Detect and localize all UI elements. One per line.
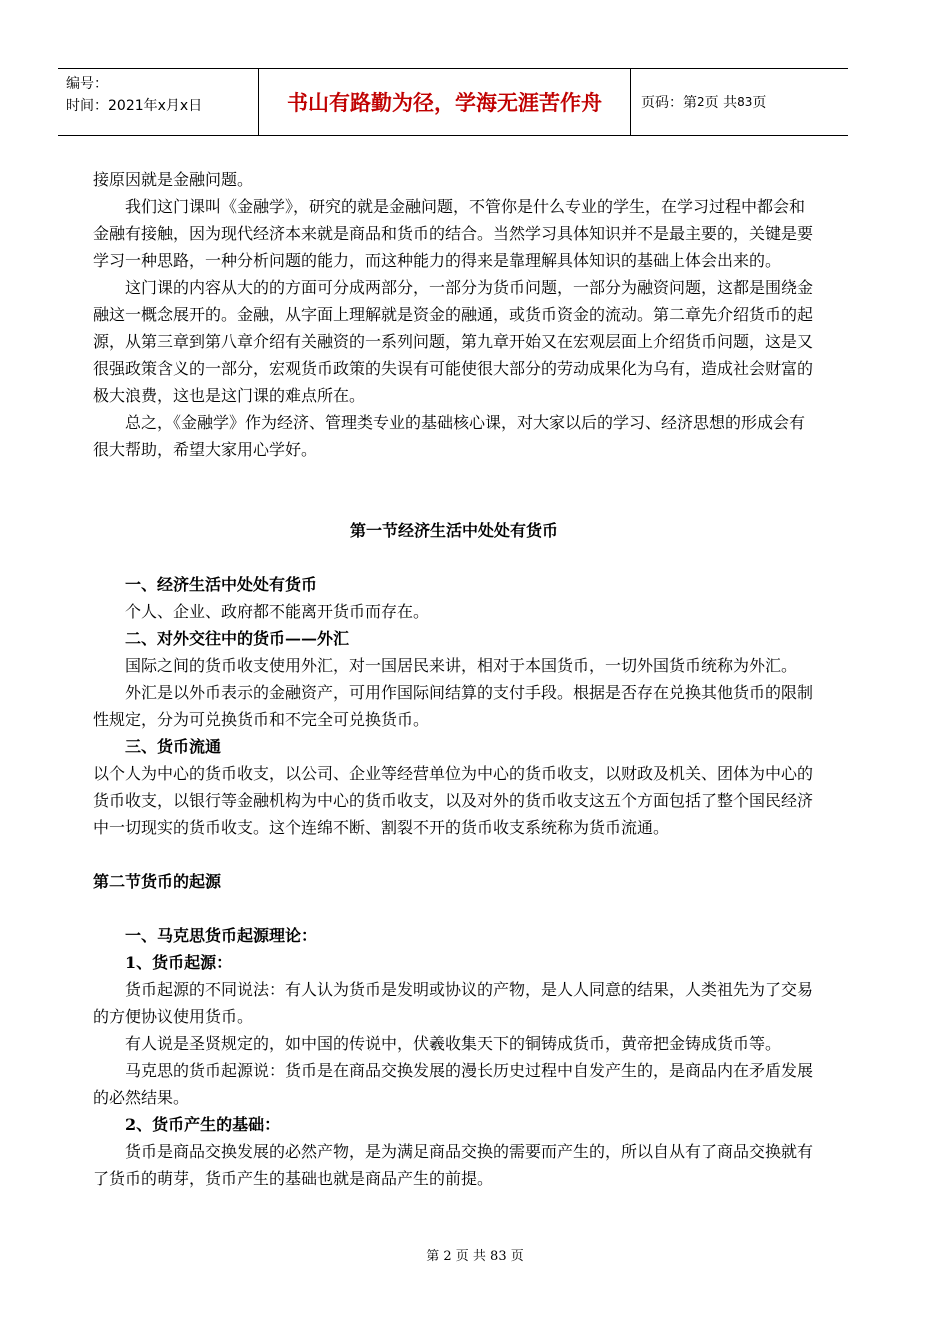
document-number-label: 编号：	[66, 76, 108, 92]
subheading: 三、货币流通	[125, 737, 222, 756]
paragraph: 货币起源的不同说法：有人认为货币是发明或协议的产物，是人人同意的结果，人类祖先为了交易的方便协议使用货币。	[93, 980, 814, 1026]
paragraph: 我们这门课叫《金融学》，研究的就是金融问题，不管你是什么专业的学生，在学习过程中都会和金融有接触，因为现代经济本来就是商品和货币的结合。当然学习具体知识并不是最主要的，关键是要学习一种思路，一种分析问题的能力，而这种能力的得来是靠理解具体知识的基础上体会出来的。	[93, 197, 814, 270]
subheading: 一、经济生活中处处有货币	[125, 575, 318, 594]
paragraph: 接原因就是金融问题。	[93, 170, 254, 189]
header-meta	[58, 69, 258, 135]
spacer	[93, 895, 815, 922]
page-prefix: 页码：第	[641, 95, 697, 111]
paragraph: 总之，《金融学》作为经济、管理类专业的基础核心课，对大家以后的学习、经济思想的形成会有很大帮助，希望大家用心学好。	[93, 413, 806, 459]
header-page-info	[631, 69, 848, 135]
paragraph: 这门课的内容从大的的方面可分成两部分，一部分为货币问题，一部分为融资问题，这都是围绕金融这一概念展开的。金融，从字面上理解就是资金的融通，或货币资金的流动。第二章先介绍货币的起源，从第三章到第八章介绍有关融资的一系列问题，第九章开始又在宏观层面上介绍货币问题，这是又很强政策含义的一部分，宏观货币政策的失误有可能使很大部分的劳动成果化为乌有，造成社会财富的极大浪费，这也是这门课的难点所在。	[93, 278, 814, 405]
document-time-label: 时间：2021年x月x日	[66, 98, 203, 114]
section-title: 第二节货币的起源	[93, 872, 222, 891]
page-footer: 第 2 页 共 83 页	[426, 1249, 524, 1264]
document-body	[93, 166, 815, 1192]
header-motto: 书山有路勤为径，学海无涯苦作舟	[258, 69, 631, 135]
page-header	[58, 68, 848, 136]
paragraph: 外汇是以外币表示的金融资产，可用作国际间结算的支付手段。根据是否存在兑换其他货币的限制性规定，分为可兑换货币和不完全可兑换货币。	[93, 683, 814, 729]
paragraph: 以个人为中心的货币收支，以公司、企业等经营单位为中心的货币收支，以财政及机关、团体为中心的货币收支，以银行等金融机构为中心的货币收支，以及对外的货币收支这五个方面包括了整个国民经济中一切现实的货币收支。这个连绵不断、割裂不开的货币收支系统称为货币流通。	[93, 764, 814, 837]
subheading: 2、货币产生的基础：	[125, 1115, 281, 1134]
page-suffix: 页	[752, 95, 767, 111]
spacer	[93, 544, 815, 571]
page-current: 2	[697, 95, 705, 109]
spacer	[93, 463, 815, 517]
paragraph: 个人、企业、政府都不能离开货币而存在。	[125, 602, 430, 621]
paragraph: 马克思的货币起源说：货币是在商品交换发展的漫长历史过程中自发产生的，是商品内在矛盾发展的必然结果。	[93, 1061, 814, 1107]
paragraph: 国际之间的货币收支使用外汇，对一国居民来讲，相对于本国货币，一切外国货币统称为外汇。	[125, 656, 798, 675]
spacer	[93, 841, 815, 868]
section-title: 第一节经济生活中处处有货币	[349, 521, 558, 540]
subheading: 一、马克思货币起源理论：	[125, 926, 318, 945]
paragraph: 有人说是圣贤规定的，如中国的传说中，伏羲收集天下的铜铸成货币，黄帝把金铸成货币等。	[125, 1034, 782, 1053]
paragraph: 货币是商品交换发展的必然产物，是为满足商品交换的需要而产生的，所以自从有了商品交换就有了货币的萌芽，货币产生的基础也就是商品产生的前提。	[93, 1142, 814, 1188]
subheading: 1、货币起源：	[125, 953, 233, 972]
page-total: 83	[737, 95, 753, 109]
subheading: 二、对外交往中的货币——外汇	[125, 629, 350, 648]
page-mid: 页 共	[704, 95, 738, 111]
